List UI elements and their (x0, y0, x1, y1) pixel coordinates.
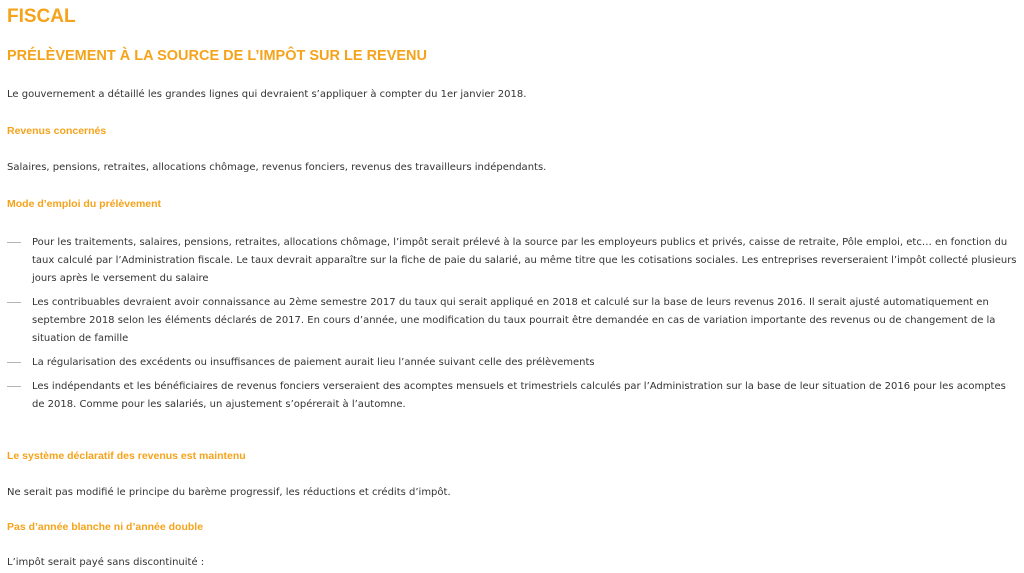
list-item-text: Les contribuables devraient avoir connaissance au 2ème semestre 2017 du taux qui serait appliqué en 2018 et calculé sur la base de leurs revenus 2016. Il serait ajusté automatiquement en septembre 2018 selon les éléments déclarés de 2017. En cours d’année, une modification du taux pourrait être demandée en cas de variation importante des revenus ou de changement de la situation de famille (32, 297, 996, 344)
article-title: PRÉLÈVEMENT À LA SOURCE DE L’IMPÔT SUR LE REVENU (7, 48, 428, 64)
systeme-paragraph: Ne serait pas modifié le principe du barème progressif, les réductions et crédits d’impôt. (7, 487, 451, 498)
list-item-text: La régularisation des excédents ou insuffisances de paiement aurait lieu l’année suivant celle des prélèvements (32, 357, 595, 368)
list-item (7, 354, 1017, 372)
heading-systeme-declaratif: Le système déclaratif des revenus est maintenu (7, 450, 246, 462)
list-item (7, 378, 1017, 414)
list-item (7, 234, 1017, 288)
heading-mode-emploi: Mode d’emploi du prélèvement (7, 198, 162, 210)
list-item-text: Pour les traitements, salaires, pensions, retraites, allocations chômage, l’impôt serait prélevé à la source par les employeurs publics et privés, caisse de retraite, Pôle emploi, etc… en fonction du taux calculé par l’Administration fiscale. Le taux devrait apparaître sur la fiche de paie du salarié, au même titre que les cotisations sociales. Les entreprises reverseraient l’impôt collecté plusieurs jours après le versement du salaire (32, 237, 1017, 284)
dash-bullet-icon (7, 362, 21, 363)
dash-bullet-icon (7, 302, 21, 303)
annee-paragraph: L’impôt serait payé sans discontinuité : (7, 557, 205, 568)
intro-paragraph: Le gouvernement a détaillé les grandes lignes qui devraient s’appliquer à compter du 1er janvier 2018. (7, 89, 527, 100)
heading-annee-blanche: Pas d’année blanche ni d’année double (7, 521, 204, 533)
list-item-text: Les indépendants et les bénéficiaires de revenus fonciers verseraient des acomptes mensuels et trimestriels calculés par l’Administration sur la base de leur situation de 2016 pour les acomptes de 2018. Comme pour les salariés, un ajustement s’opérerait à l’automne. (32, 381, 1006, 410)
dash-bullet-icon (7, 242, 21, 243)
mode-emploi-list (7, 234, 1017, 420)
heading-revenus-concernes: Revenus concernés (7, 125, 107, 137)
dash-bullet-icon (7, 386, 21, 387)
list-item (7, 294, 1017, 348)
revenus-paragraph: Salaires, pensions, retraites, allocations chômage, revenus fonciers, revenus des travailleurs indépendants. (7, 162, 547, 173)
page-title: FISCAL (7, 6, 76, 27)
